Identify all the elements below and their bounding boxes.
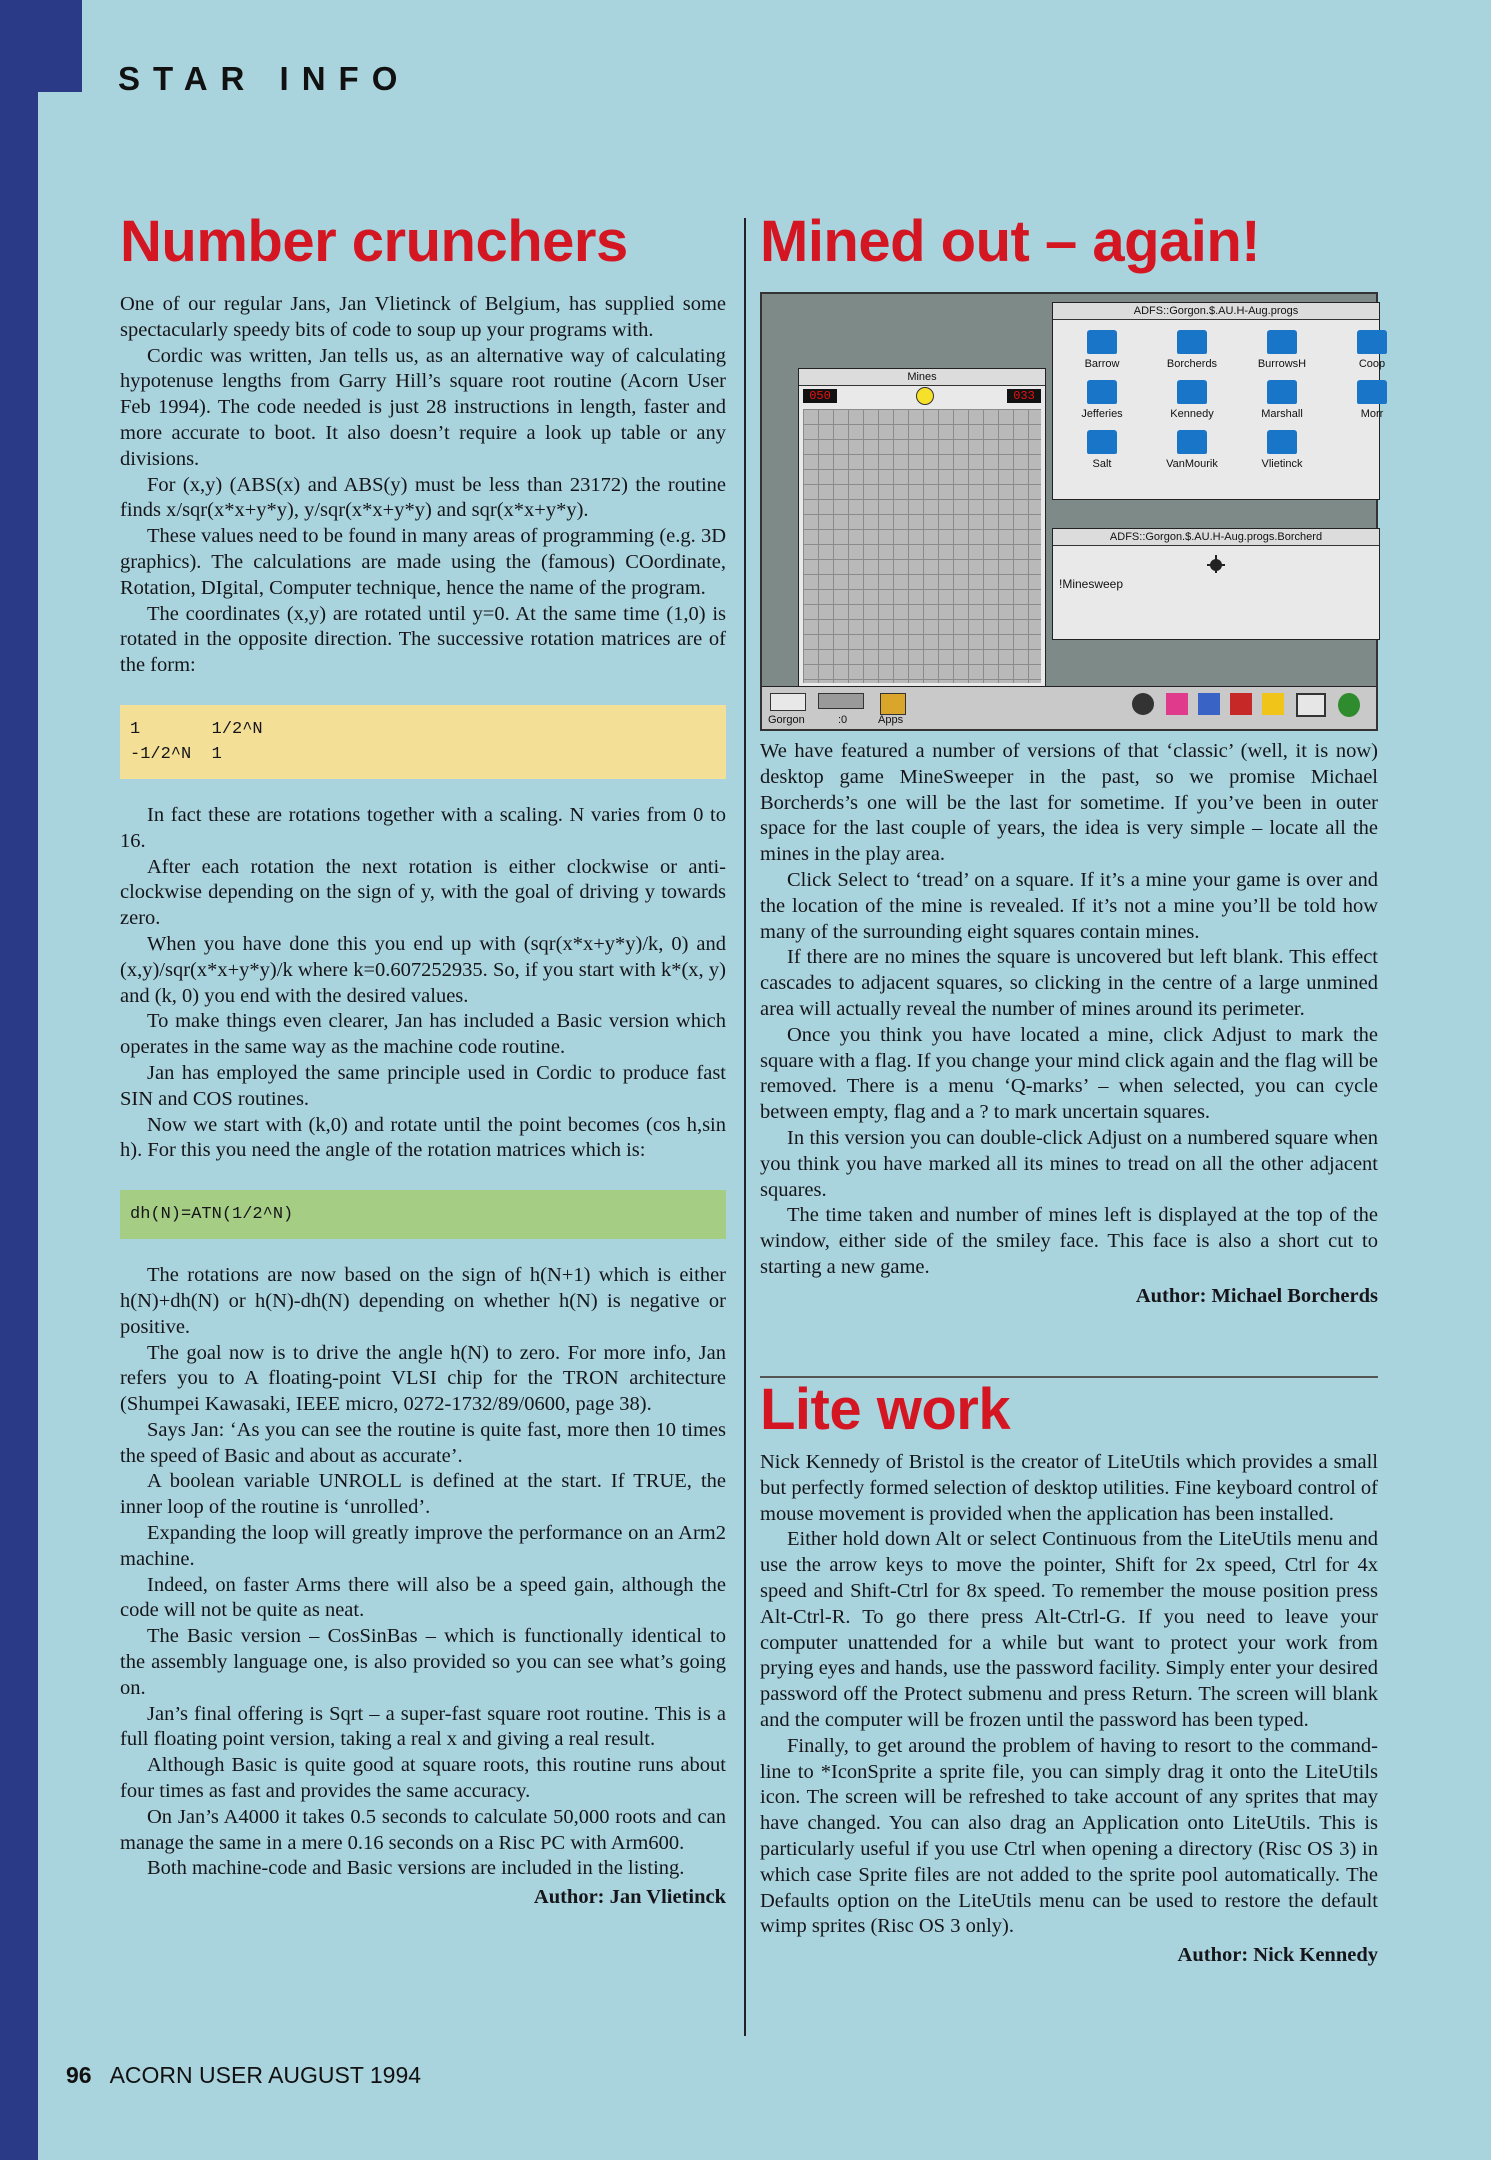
folder-item[interactable]: Morr (1327, 380, 1417, 420)
acorn-icon[interactable] (1338, 693, 1360, 717)
byline: Author: Nick Kennedy (1177, 1944, 1378, 1967)
headline-mined-out: Mined out – again! (760, 209, 1261, 274)
article-lite-work (760, 1378, 1378, 1968)
paragraph: Expanding the loop will greatly improve the performance on an Arm2 machine. (120, 1522, 726, 1570)
paragraph: For (x,y) (ABS(x) and ABS(y) must be less than 23172) the routine finds x/sqr(x*x+y*y), y/sqr(x*x+y*y) and sqr(x*x+y*y). (120, 473, 726, 522)
paragraph: On Jan’s A4000 it takes 0.5 seconds to calculate 50,000 roots and can manage the same in a mere 0.16 seconds on a Risc PC with Arm600. (120, 1805, 726, 1854)
paragraph: To make things even clearer, Jan has included a Basic version which operates in the same way as the machine code routine. (120, 1010, 726, 1059)
filer-window-title: ADFS::Gorgon.$.AU.H-Aug.progs (1053, 303, 1379, 320)
bomb-icon (1206, 554, 1226, 574)
paragraph: Indeed, on faster Arms there will also be a speed gain, although the code will not be quite as neat. (120, 1573, 726, 1622)
folder-icon (1267, 430, 1297, 454)
folder-icon (1357, 330, 1387, 354)
paragraph: Click Select to ‘tread’ on a square. If it’s a mine your game is over and the location of the mine is revealed. If it’s not a mine you’ll be told how many of the surrounding eight squares contain mines. (760, 868, 1378, 943)
folder-icon (1267, 380, 1297, 404)
paragraph: Jan’s final offering is Sqrt – a super-fast square root routine. This is a full floating point version, taking a real x and giving a real result. (120, 1702, 726, 1751)
disc-label: Gorgon (768, 714, 805, 726)
app-directory-window (1052, 528, 1380, 640)
paragraph: In fact these are rotations together with a scaling. N varies from 0 to 16. (120, 803, 726, 852)
apps-label: Apps (878, 714, 904, 726)
folder-icon (1177, 330, 1207, 354)
folder-item[interactable]: Jefferies (1057, 380, 1147, 420)
magazine-issue: ACORN USER AUGUST 1994 (109, 2062, 422, 2088)
paragraph: After each rotation the next rotation is either clockwise or anti-clockwise depending on the sign of y, with the goal of driving y towards zero. (120, 855, 726, 930)
byline: Author: Jan Vlietinck (533, 1886, 726, 1909)
folder-icon (1177, 430, 1207, 454)
draw-icon[interactable] (1198, 693, 1220, 715)
folder-item[interactable]: Vlietinck (1237, 430, 1327, 470)
tool-icon[interactable] (1262, 693, 1284, 715)
byline: Author: Michael Borcherds (1135, 1284, 1378, 1307)
ram-disc-icon[interactable] (818, 693, 864, 709)
paragraph: Finally, to get around the problem of having to resort to the command-line to *IconSprite a sprite file, you can simply drag it onto the LiteUtils icon. The screen will be refreshed to take account of any sprites that may have changed. You can also drag an Application onto LiteUtils. This is particularly useful if you use Ctrl when opening a directory (Risc OS 3) in which case Sprite files are not added to the sprite pool automatically. The Defaults option on the LiteUtils menu can be used to restore the default wimp sprites (Risc OS 3 only). (760, 1734, 1378, 1938)
paragraph: Both machine-code and Basic versions are included in the listing. (147, 1857, 685, 1880)
paragraph: The rotations are now based on the sign of h(N+1) which is either h(N)+dh(N) or h(N)-dh(N) depending on whether h(N) is negative or positive. (120, 1264, 726, 1338)
paragraph: Jan has employed the same principle used in Cordic to produce fast SIN and COS routines. (120, 1061, 726, 1110)
section-title: STAR INFO (118, 60, 411, 97)
folder-item[interactable]: Kennedy (1147, 380, 1237, 420)
paragraph: Either hold down Alt or select Continuous from the LiteUtils menu and use the arrow keys to move the pointer, Shift for 2x speed, Ctrl for 4x speed and Shift-Ctrl for 8x speed. To remember the mouse position press Alt-Ctrl-R. To go there press Alt-Ctrl-G. If you need to leave your computer unattended for a while but want to protect your work from prying eyes and hands, use the password facility. Simply enter your desired password off the Protect submenu and press Return. The screen will blank and the computer will be frozen until the password has been typed. (760, 1528, 1378, 1731)
code-rotation-matrix: 1 1/2^N -1/2^N 1 (120, 705, 726, 779)
paragraph: In this version you can double-click Adjust on a numbered square when you think you have marked all its mines to tread on all the other adjacent squares. (760, 1126, 1378, 1201)
folder-icon (1087, 430, 1117, 454)
headline-lite-work: Lite work (760, 1377, 1011, 1442)
smiley-face-icon[interactable] (916, 387, 934, 405)
display-icon[interactable] (1296, 693, 1326, 717)
filer-window (1052, 302, 1386, 500)
paragraph: One of our regular Jans, Jan Vlietinck of Belgium, has supplied some spectacularly speedy bits of code to soup up your programs with. (120, 293, 726, 341)
folder-item[interactable]: BurrowsH (1237, 330, 1327, 370)
article-number-crunchers (120, 210, 726, 1910)
paragraph: The goal now is to drive the angle h(N) to zero. For more info, Jan refers you to A floating-point VLSI chip for the TRON architecture (Shumpei Kawasaki, IEEE micro, 0272-1732/89/0600, page 38). (120, 1341, 726, 1416)
app-window-title: ADFS::Gorgon.$.AU.H-Aug.progs.Borcherd (1053, 529, 1379, 546)
folder-item[interactable]: Salt (1057, 430, 1147, 470)
folder-item[interactable]: Borcherds (1147, 330, 1237, 370)
spine-tab (38, 0, 82, 92)
folder-item[interactable]: Marshall (1237, 380, 1327, 420)
mines-left-counter: 050 (803, 389, 837, 403)
folder-item[interactable]: Barrow (1057, 330, 1147, 370)
column-divider (744, 218, 746, 2036)
app-item[interactable]: !Minesweep (1053, 546, 1379, 599)
folder-icon (1087, 330, 1117, 354)
folder-item[interactable]: Coop (1327, 330, 1417, 370)
edit-icon[interactable] (1230, 693, 1252, 715)
minesweep-bomb-icon[interactable] (1132, 693, 1154, 715)
paragraph: Nick Kennedy of Bristol is the creator of LiteUtils which provides a small but perfectly formed selection of desktop utilities. Fine keyboard control of mouse movement is provided when the application has been installed. (760, 1451, 1378, 1525)
folder-icon (1357, 380, 1387, 404)
paragraph: When you have done this you end up with (sqr(x*x+y*y)/k, 0) and (x,y)/sqr(x*x+y*y)/k where k=0.607252935. So, if you start with k*(x, y) and (k, 0) you end with the desired values. (120, 932, 726, 1007)
minefield-grid[interactable] (803, 409, 1041, 683)
page-footer (66, 2062, 421, 2089)
paragraph: Cordic was written, Jan tells us, as an alternative way of calculating hypotenuse lengths from Garry Hill’s square root routine (Acorn User Feb 1994). The code needed is just 28 instructions in length, faster and more accurate to boot. It also doesn’t require a look up table or any divisions. (120, 344, 726, 470)
headline-number-crunchers: Number crunchers (120, 209, 628, 274)
minesweeper-screenshot (760, 292, 1386, 731)
paragraph: We have featured a number of versions of that ‘classic’ (well, it is now) desktop game MineSweeper in the past, so we promise Michael Borcherds’s one will be the last for sometime. If you’ve been in outer space for the last couple of years, the idea is very simple – locate all the mines in the play area. (760, 740, 1378, 866)
folder-icon (1177, 380, 1207, 404)
folder-icon (1267, 330, 1297, 354)
paragraph: Says Jan: ‘As you can see the routine is quite fast, more then 10 times the speed of Basic and about as accurate’. (120, 1418, 726, 1467)
paragraph: The time taken and number of mines left is displayed at the top of the window, either side of the smiley face. This face is also a short cut to starting a new game. (760, 1204, 1378, 1278)
paint-icon[interactable] (1166, 693, 1188, 715)
paragraph: A boolean variable UNROLL is defined at the start. If TRUE, the inner loop of the routine is ‘unrolled’. (120, 1470, 726, 1519)
code-angle: dh(N)=ATN(1/2^N) (120, 1190, 726, 1239)
icon-bar (762, 686, 1376, 729)
apps-icon[interactable] (880, 693, 906, 715)
paragraph: Although Basic is quite good at square roots, this routine runs about four times as fast and provides the same accuracy. (120, 1754, 726, 1803)
paragraph: The coordinates (x,y) are rotated until y=0. At the same time (1,0) is rotated in the opposite direction. The successive rotation matrices are of the form: (120, 602, 726, 677)
paragraph: The Basic version – CosSinBas – which is functionally identical to the assembly language one, is also provided so you can see what’s going on. (120, 1625, 726, 1699)
disc-drive-icon[interactable] (770, 693, 806, 711)
paragraph: If there are no mines the square is uncovered but left blank. This effect cascades to adjacent squares, so clicking in the centre of a large unmined area will actually reveal the number of mines around its perimeter. (760, 946, 1378, 1020)
folder-icon (1087, 380, 1117, 404)
ram-label: :0 (838, 714, 848, 726)
page-spine (0, 0, 38, 2160)
page-number: 96 (66, 2062, 92, 2088)
paragraph: Now we start with (k,0) and rotate until the point becomes (cos h,sin h). For this you need the angle of the rotation matrices which is: (120, 1113, 726, 1162)
folder-grid (1053, 320, 1386, 480)
folder-item[interactable]: VanMourik (1147, 430, 1237, 470)
article-mined-out (760, 209, 1386, 1309)
time-counter: 033 (1007, 389, 1041, 403)
paragraph: These values need to be found in many areas of programming (e.g. 3D graphics). The calculations are made using the (famous) COordinate, Rotation, DIgital, Computer technique, hence the name of the program. (120, 525, 726, 599)
paragraph: Once you think you have located a mine, click Adjust to mark the square with a flag. If you change your mind click again and the flag will be removed. There is a menu ‘Q-marks’ – when selected, you can cycle between empty, flag and a ? to mark uncertain squares. (760, 1023, 1378, 1124)
mines-window (798, 368, 1046, 688)
mines-window-title: Mines (799, 369, 1045, 386)
